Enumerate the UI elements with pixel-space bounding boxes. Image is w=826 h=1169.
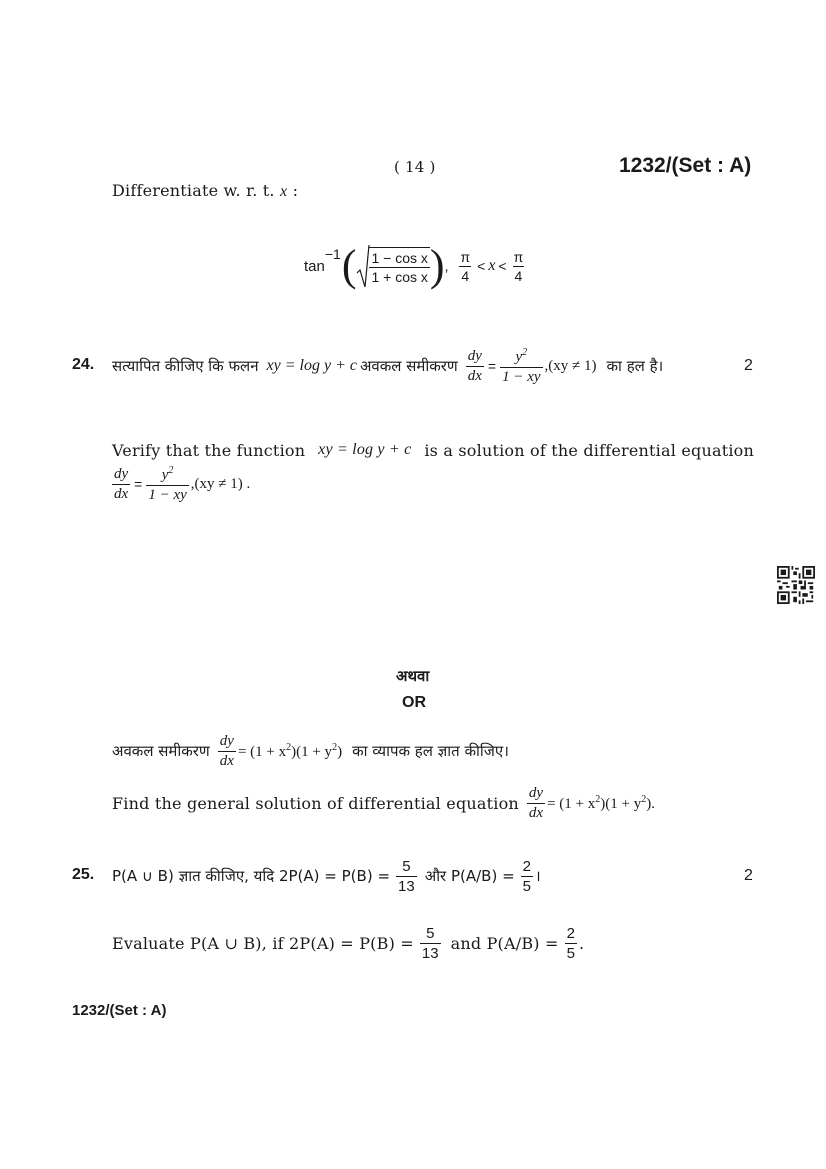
q24-number: 24.: [72, 356, 95, 373]
q24-marks: 2: [744, 357, 753, 374]
or-hindi: अथवा: [396, 667, 430, 685]
q23-expression: tan −1 ( $\frac{\text{1 − cos x}}{\text{1 + cos x}}$ ) , $\frac{\pi}{4}$ < x < $\frac{\pi}{4}$: [304, 241, 524, 290]
q25-hindi-line: P(A ∪ B) ज्ञात कीजिए, यदि 2P(A) = P(B) = $\frac{5}{13}$ और P(A/B) = $\frac{2}{5}$ ।: [112, 857, 541, 895]
q24-english-line: Verify that the function xy = log y + c is a solution of the differential equation: [112, 441, 754, 460]
page-number: ( 14 ): [394, 158, 436, 176]
q23-instruction: Differentiate w. r. t. x :: [112, 181, 299, 200]
sqrt-sign-icon: [356, 243, 370, 289]
q25-english-line: Evaluate P(A ∪ B), if 2P(A) = P(B) = $\frac{5}{13}$ and P(A/B) = $\frac{2}{5}$ .: [112, 924, 585, 962]
q24-english-equation: $\frac{dy}{dx}$ = $\frac{y^2}{1 - xy}$ ,(xy ≠ 1) .: [114, 464, 251, 503]
q24-hindi-line: सत्यापित कीजिए कि फलन xy = log y + c अवकल समीकरण $\frac{dy}{dx}$ = $\frac{y^2}{1 - xy}$ ,(xy ≠ 1) का हल है।: [112, 346, 664, 385]
q25-marks: 2: [744, 867, 753, 884]
or-hindi-line: अवकल समीकरण $\frac{dy}{dx}$ = $(1 + x^2)(1 + y^2)$ का व्यापक हल ज्ञात कीजिए।: [112, 732, 509, 769]
or-english: OR: [402, 694, 426, 711]
set-code-header: 1232/(Set : A): [619, 154, 752, 177]
set-code-footer: 1232/(Set : A): [72, 1002, 167, 1019]
qr-code-icon: [777, 566, 815, 604]
q25-number: 25.: [72, 866, 95, 883]
or-english-line: Find the general solution of differential equation $\frac{dy}{dx}$ = $(1 + x^2)(1 + y^2)$.: [112, 784, 655, 821]
